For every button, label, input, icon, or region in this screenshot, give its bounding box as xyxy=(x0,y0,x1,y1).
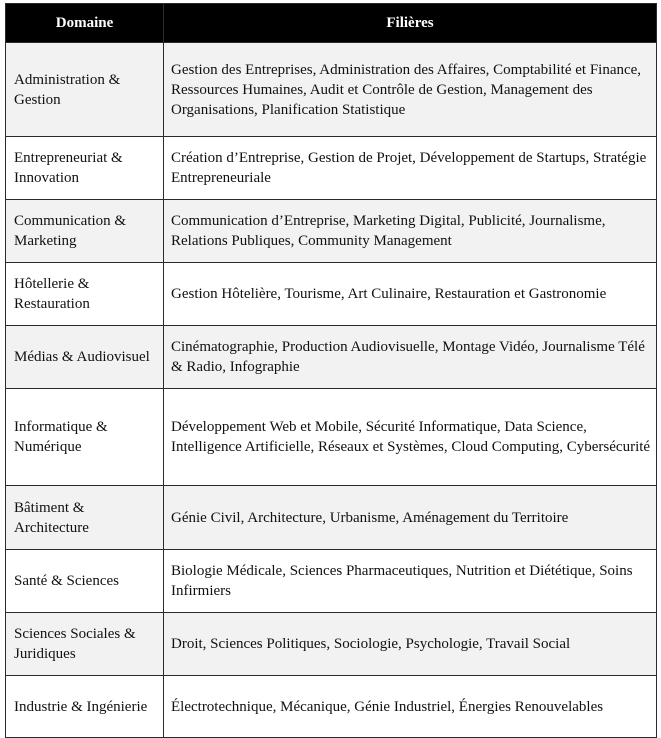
row-filieres: Droit, Sciences Politiques, Sociologie, Psychologie, Travail Social xyxy=(164,613,657,676)
row-domaine: Informatique & Numérique xyxy=(6,389,164,486)
table-row xyxy=(6,613,657,676)
row-filieres: Biologie Médicale, Sciences Pharmaceutiques, Nutrition et Diététique, Soins Infirmiers xyxy=(164,550,657,613)
table-row xyxy=(6,389,657,486)
row-filieres: Cinématographie, Production Audiovisuelle, Montage Vidéo, Journalisme Télé & Radio, Infographie xyxy=(164,326,657,389)
row-domaine: Santé & Sciences xyxy=(6,550,164,613)
row-domaine: Administration & Gestion xyxy=(6,43,164,137)
table-row xyxy=(6,326,657,389)
row-filieres: Électrotechnique, Mécanique, Génie Industriel, Énergies Renouvelables xyxy=(164,676,657,738)
row-domaine: Hôtellerie & Restauration xyxy=(6,263,164,326)
header-filieres: Filières xyxy=(164,4,657,43)
row-filieres: Création d’Entreprise, Gestion de Projet, Développement de Startups, Stratégie Entrepreneuriale xyxy=(164,137,657,200)
row-filieres: Gestion Hôtelière, Tourisme, Art Culinaire, Restauration et Gastronomie xyxy=(164,263,657,326)
table-row xyxy=(6,200,657,263)
row-domaine: Médias & Audiovisuel xyxy=(6,326,164,389)
table-row xyxy=(6,263,657,326)
header-domaine: Domaine xyxy=(6,4,164,43)
table-row xyxy=(6,43,657,137)
domains-table xyxy=(5,3,657,738)
table-row xyxy=(6,550,657,613)
table-row xyxy=(6,676,657,738)
row-domaine: Industrie & Ingénierie xyxy=(6,676,164,738)
row-domaine: Entrepreneuriat & Innovation xyxy=(6,137,164,200)
row-domaine: Bâtiment & Architecture xyxy=(6,486,164,550)
row-domaine: Communication & Marketing xyxy=(6,200,164,263)
row-filieres: Développement Web et Mobile, Sécurité Informatique, Data Science, Intelligence Artificielle, Réseaux et Systèmes, Cloud Computing, Cybersécurité xyxy=(164,389,657,486)
table-header-row xyxy=(6,4,657,43)
row-domaine: Sciences Sociales & Juridiques xyxy=(6,613,164,676)
table-row xyxy=(6,486,657,550)
row-filieres: Communication d’Entreprise, Marketing Digital, Publicité, Journalisme, Relations Publiques, Community Management xyxy=(164,200,657,263)
table-row xyxy=(6,137,657,200)
row-filieres: Gestion des Entreprises, Administration des Affaires, Comptabilité et Finance, Ressources Humaines, Audit et Contrôle de Gestion, Management des Organisations, Planification Statistique xyxy=(164,43,657,137)
row-filieres: Génie Civil, Architecture, Urbanisme, Aménagement du Territoire xyxy=(164,486,657,550)
